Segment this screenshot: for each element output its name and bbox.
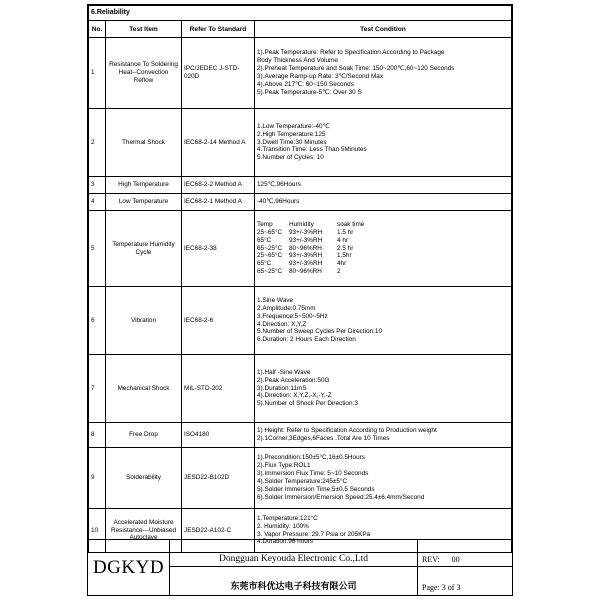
header-test-condition: Test Condition <box>255 21 512 38</box>
humidity-cell: 25~65°C <box>257 228 283 236</box>
reliability-page <box>87 4 513 596</box>
table-row <box>89 448 512 509</box>
test-item: Thermal Shock <box>106 109 182 177</box>
humidity-cell: 93+/-3%RH <box>289 236 323 244</box>
condition-line: 3).Immersion Flux Time: 5~10 Seconds <box>257 470 369 478</box>
humidity-cell: 65°C <box>257 236 272 244</box>
company-name-en: Dongguan Keyouda Electronic Co.,Ltd <box>170 540 417 567</box>
condition-line: 2.Amplitude:0.75mm <box>257 304 316 312</box>
test-condition <box>255 287 512 355</box>
reliability-table <box>88 5 512 553</box>
condition-line: 2).Flux Type:ROL1 <box>257 462 311 470</box>
humidity-cell: 4hr <box>337 260 347 268</box>
condition-line: 4.Duration:96 hours <box>257 538 314 546</box>
test-item: Free Drop <box>106 423 182 448</box>
reference-standard: JESD22-B102D <box>182 448 255 509</box>
row-number: 5 <box>89 211 106 287</box>
condition-line: Body Thickness And Volume <box>257 57 338 65</box>
humidity-cell: 1.5hr <box>337 252 352 260</box>
condition-line: 4).Direction: X,Y,Z,-X,-Y,-Z <box>257 392 332 400</box>
test-item: Resistance To Soldering Heat--Convection Reflow <box>106 38 182 109</box>
condition-line: 6).Solder Immersion/Emersion Speed:25.4±6.4mm/Second <box>257 493 425 501</box>
reference-standard: IEC68-2-38 <box>182 211 255 287</box>
condition-line: 1).Precondition:150±5°C,16±0.5Hours <box>257 454 365 462</box>
test-item: Solderability <box>106 448 182 509</box>
table-body <box>89 38 512 553</box>
table-row <box>89 355 512 423</box>
reference-standard: ISO4180 <box>182 423 255 448</box>
company-block <box>170 540 418 595</box>
logo-text: DGKYD <box>92 556 165 578</box>
condition-line: 4.Direction: X,Y,Z <box>257 320 307 328</box>
condition-line: -40℃,96Hours <box>257 198 300 206</box>
condition-line: 1).Peak Temperature: Refer to Specification According to Package <box>257 49 445 57</box>
humidity-cell: 1.5 hr <box>337 228 354 236</box>
reference-standard: IEC68-2-2 Method A <box>182 177 255 194</box>
test-condition <box>255 448 512 509</box>
test-condition <box>255 177 512 194</box>
table-row <box>89 287 512 355</box>
test-item: Mechanical Shock <box>106 355 182 423</box>
row-number: 6 <box>89 287 106 355</box>
row-number: 8 <box>89 423 106 448</box>
condition-line: 4.Transition Time: Less Than 5Minutes <box>257 146 367 154</box>
table-row <box>89 194 512 211</box>
condition-line: 125℃,96Hours <box>257 181 301 189</box>
condition-line: 5.Number of Cycles: 10 <box>257 154 324 162</box>
table-row <box>89 177 512 194</box>
condition-line: 2).Preheat Temperature and Soak Time: 150~200℃,60~120 Seconds <box>257 65 455 73</box>
header-test-item: Test Item <box>106 21 182 38</box>
test-condition <box>255 38 512 109</box>
test-item: Temperature Humidity Cycle <box>106 211 182 287</box>
condition-line: 5.Number of Sweep Cycles Per Direction:10 <box>257 328 383 336</box>
humidity-cell: Humidity <box>289 220 314 228</box>
row-number: 7 <box>89 355 106 423</box>
test-item: Accelerated Moisture Resistance---Unbiased Autoclave <box>106 509 182 553</box>
humidity-cell: 93+/-3%RH <box>289 252 323 260</box>
humidity-cell: 80~96%RH <box>289 268 322 276</box>
condition-line: 5).Peak Temperature-5℃: Over 30 S <box>257 88 362 96</box>
condition-line: 4).Above 217℃: 60~150 Seconds <box>257 80 354 88</box>
condition-line: 3. Vapor Pressure: 29.7 Psia or 205KPa <box>257 530 371 538</box>
reference-standard: IEC68-2-1 Method A <box>182 194 255 211</box>
condition-line: 6.Duration: 2 Hours Each Direction <box>257 336 356 344</box>
condition-line: 3).Average Ramp-up Rate: 3℃/Second Max <box>257 73 384 80</box>
doc-meta <box>418 540 512 595</box>
condition-line: 3.Dwell Time:30 Minutes <box>257 138 327 146</box>
condition-line: 4).Solder Temperature:245±5°C <box>257 478 348 485</box>
humidity-cell: 80~96%RH <box>289 244 322 252</box>
company-name-cn: 东莞市科优达电子科技有限公司 <box>230 582 357 592</box>
reference-standard: JESD22-A102-C <box>182 509 255 553</box>
reference-standard: IEC68-2-14 Method A <box>182 109 255 177</box>
table-row <box>89 109 512 177</box>
row-number: 10 <box>89 509 106 553</box>
test-condition <box>255 211 512 287</box>
condition-line: 2. Humidity: 100% <box>257 522 309 530</box>
condition-line: 1.Low Temperature:-40℃ <box>257 122 330 130</box>
humidity-cell: soak time <box>337 220 365 228</box>
test-item: High Temperature <box>106 177 182 194</box>
humidity-cell: 2 <box>337 268 341 276</box>
revision-label: REV: <box>422 555 440 564</box>
table-row <box>89 38 512 109</box>
humidity-cycle-table <box>257 221 511 276</box>
reference-standard: MIL-STD-202 <box>182 355 255 423</box>
condition-line: 1.Temperature:121°C <box>257 514 318 522</box>
test-condition <box>255 194 512 211</box>
page-number <box>418 568 512 595</box>
footer <box>88 539 512 595</box>
condition-line: 2).Peak Acceleration:50G <box>257 376 330 384</box>
humidity-cell: 93+/-3%RH <box>289 260 323 268</box>
page-label: Page: <box>422 583 440 592</box>
reference-standard: IPC/JEDEC J-STD-020D <box>182 38 255 109</box>
humidity-cell: 2.5 hr <box>337 244 354 252</box>
header-no: No. <box>89 21 106 38</box>
test-condition <box>255 355 512 423</box>
header-standard: Refer To Standard <box>182 21 255 38</box>
row-number: 3 <box>89 177 106 194</box>
test-item: Low Temperature <box>106 194 182 211</box>
humidity-cell: 4 hr <box>337 236 349 244</box>
revision-value: 00 <box>451 555 460 564</box>
condition-line: 1.Sine Wave <box>257 296 293 304</box>
humidity-cell: 65~25°C <box>257 244 283 252</box>
condition-line: 2.High Temperature:125 <box>257 130 326 138</box>
condition-line: 2).1Corner,3Edges,6Faces .Total Are 10 Times <box>257 435 390 442</box>
humidity-cell: 65°C <box>257 260 272 268</box>
section-title: 6.Reliability <box>89 6 512 21</box>
reference-standard: IEC68-2-6 <box>182 287 255 355</box>
condition-line: 5).Solder Immersion Time:5±0.5 Seconds <box>257 485 375 493</box>
humidity-cell: Temp <box>257 220 273 228</box>
humidity-cell: 93+/-3%RH <box>289 228 323 236</box>
test-condition <box>255 423 512 448</box>
condition-line: 5).Number of Shock Per Direction:3 <box>257 400 358 408</box>
table-row <box>89 423 512 448</box>
row-number: 1 <box>89 38 106 109</box>
table-row <box>89 211 512 287</box>
company-logo <box>88 540 170 595</box>
condition-line: 3).Duration:11mS <box>257 384 307 392</box>
row-number: 9 <box>89 448 106 509</box>
revision <box>418 540 512 567</box>
condition-line: 1) Height: Refer to Specification According to Production weight <box>257 427 437 435</box>
condition-line: 1).Half -Sine Wave <box>257 368 311 376</box>
row-number: 2 <box>89 109 106 177</box>
humidity-cell: 65~25°C <box>257 268 283 276</box>
test-condition <box>255 109 512 177</box>
row-number: 4 <box>89 194 106 211</box>
test-item: Vibration <box>106 287 182 355</box>
condition-line: 3.Frequence:5~500~5Hz <box>257 312 328 320</box>
page-value: 3 of 3 <box>441 583 461 592</box>
humidity-cell: 25~65°C <box>257 252 283 260</box>
